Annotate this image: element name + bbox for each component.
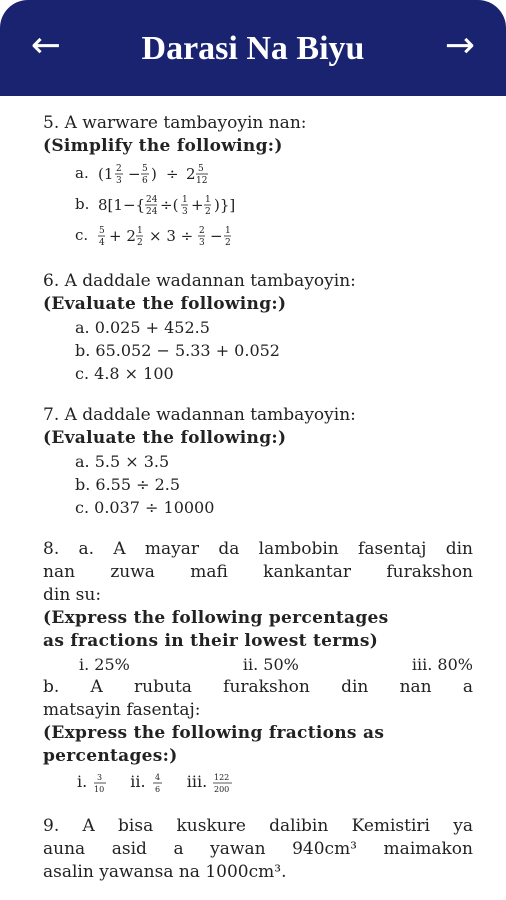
question-8b-english-2: percentages:) [43, 746, 178, 766]
svg-text:24: 24 [146, 207, 158, 217]
svg-text:2: 2 [115, 164, 122, 174]
svg-text:2: 2 [185, 165, 196, 183]
svg-text:)}]: )}] [214, 196, 236, 214]
svg-text:1: 1 [205, 195, 211, 205]
svg-text:−: − [209, 227, 223, 245]
question-9-line-3: asalin yawansa na 1000cm³. [43, 862, 287, 882]
question-7-english: (Evaluate the following:) [43, 428, 287, 448]
q5-a-expression [94, 161, 264, 187]
svg-text:÷: ÷ [165, 165, 179, 183]
svg-text:2: 2 [205, 207, 211, 217]
q8-percent-ii: ii. 50% [242, 655, 299, 674]
q5-b-expression [94, 192, 304, 218]
svg-text:2: 2 [224, 238, 231, 248]
svg-text:+ 2: + 2 [108, 227, 136, 245]
q5-option-a: a. (1 2 3 − 5 6 ) ÷ 2 5 12 [43, 158, 473, 189]
svg-text:× 3 ÷: × 3 ÷ [148, 227, 194, 245]
svg-text:5: 5 [197, 164, 204, 174]
svg-text:6: 6 [154, 784, 160, 794]
q8-fraction-iii: iii. 122 200 [187, 768, 235, 796]
question-8b-line-2: matsayin fasentaj: [43, 700, 201, 720]
svg-text:3: 3 [182, 207, 188, 217]
q6-option-b: b. 65.052 − 5.33 + 0.052 [75, 341, 280, 360]
question-8-line-3: din su: [43, 585, 102, 605]
svg-text:4: 4 [154, 772, 160, 782]
q7-option-b: b. 6.55 ÷ 2.5 [75, 475, 181, 494]
question-9-line-2: auna asid a yawan 940cm³ maimakon [43, 839, 473, 859]
question-8-line-2: nan zuwa mafi kankantar furakshon [43, 562, 473, 582]
question-6: 6. A daddale wadannan tambayoyin: [43, 271, 356, 291]
svg-text:8[1−{: 8[1−{ [98, 196, 146, 214]
question-6-english: (Evaluate the following:) [43, 294, 287, 314]
svg-text:2: 2 [198, 226, 205, 236]
q8-fraction-i: i. 3 10 [77, 768, 108, 796]
question-8b-english-1: (Express the following fractions as [43, 723, 385, 743]
question-8b-line-1: b. A rubuta furakshon din nan a [43, 677, 473, 697]
svg-text:÷(: ÷( [160, 196, 179, 214]
svg-text:5: 5 [141, 164, 148, 174]
svg-text:6: 6 [141, 176, 148, 186]
q5-c-expression [93, 223, 303, 249]
svg-text:4: 4 [98, 238, 105, 248]
svg-text:5: 5 [98, 226, 105, 236]
q8-fractions [43, 768, 473, 796]
question-7: 7. A daddale wadannan tambayoyin: [43, 405, 356, 425]
back-arrow-icon[interactable]: ← [30, 25, 62, 66]
svg-text:122: 122 [214, 772, 230, 782]
question-9-line-1: 9. A bisa kuskure dalibin Kemistiri ya [43, 816, 473, 836]
svg-text:3: 3 [115, 176, 122, 186]
fraction-122-200 [212, 771, 234, 795]
fraction-3-10 [92, 771, 108, 795]
svg-text:12: 12 [195, 176, 207, 186]
fraction-4-6 [151, 771, 165, 795]
svg-text:1: 1 [182, 195, 188, 205]
svg-text:3: 3 [97, 772, 103, 782]
question-5-english: (Simplify the following:) [43, 136, 283, 156]
svg-text:1: 1 [136, 226, 143, 236]
q8-percent-i: i. 25% [79, 655, 130, 674]
question-8-line-1: 8. a. A mayar da lambobin fasentaj din [43, 539, 473, 559]
svg-text:10: 10 [94, 784, 105, 794]
q8-fraction-ii: ii. 4 6 [130, 768, 164, 796]
q8-percent-iii: iii. 80% [411, 655, 473, 674]
q6-option-c: c. 4.8 × 100 [75, 364, 174, 383]
svg-text:(1: (1 [97, 165, 113, 183]
svg-text:24: 24 [146, 195, 158, 205]
q5-option-b: b. 8[1−{ 24 24 ÷( 1 3 + 1 2 )}] [43, 189, 473, 220]
page-title: Darasi Na Biyu [141, 30, 365, 67]
svg-text:200: 200 [214, 784, 230, 794]
svg-text:): ) [150, 165, 157, 183]
q7-option-a: a. 5.5 × 3.5 [75, 452, 170, 471]
svg-text:3: 3 [198, 238, 205, 248]
question-8-english-2: as fractions in their lowest terms) [43, 631, 379, 651]
header-bar [0, 0, 506, 96]
svg-text:+: + [191, 196, 204, 214]
q8-percentages [43, 653, 473, 676]
forward-arrow-icon[interactable]: → [444, 25, 476, 66]
svg-text:2: 2 [136, 238, 143, 248]
q7-option-c: c. 0.037 ÷ 10000 [75, 498, 215, 517]
question-5: 5. A warware tambayoyin nan: [43, 113, 307, 133]
lesson-content [43, 112, 473, 884]
question-8-english-1: (Express the following percentages [43, 608, 389, 628]
q5-option-c: c. 5 4 + 2 1 2 × 3 ÷ 2 3 − 1 2 [43, 220, 473, 251]
q6-option-a: a. 0.025 + 452.5 [75, 318, 210, 337]
svg-text:−: − [127, 165, 141, 183]
svg-text:1: 1 [224, 226, 231, 236]
